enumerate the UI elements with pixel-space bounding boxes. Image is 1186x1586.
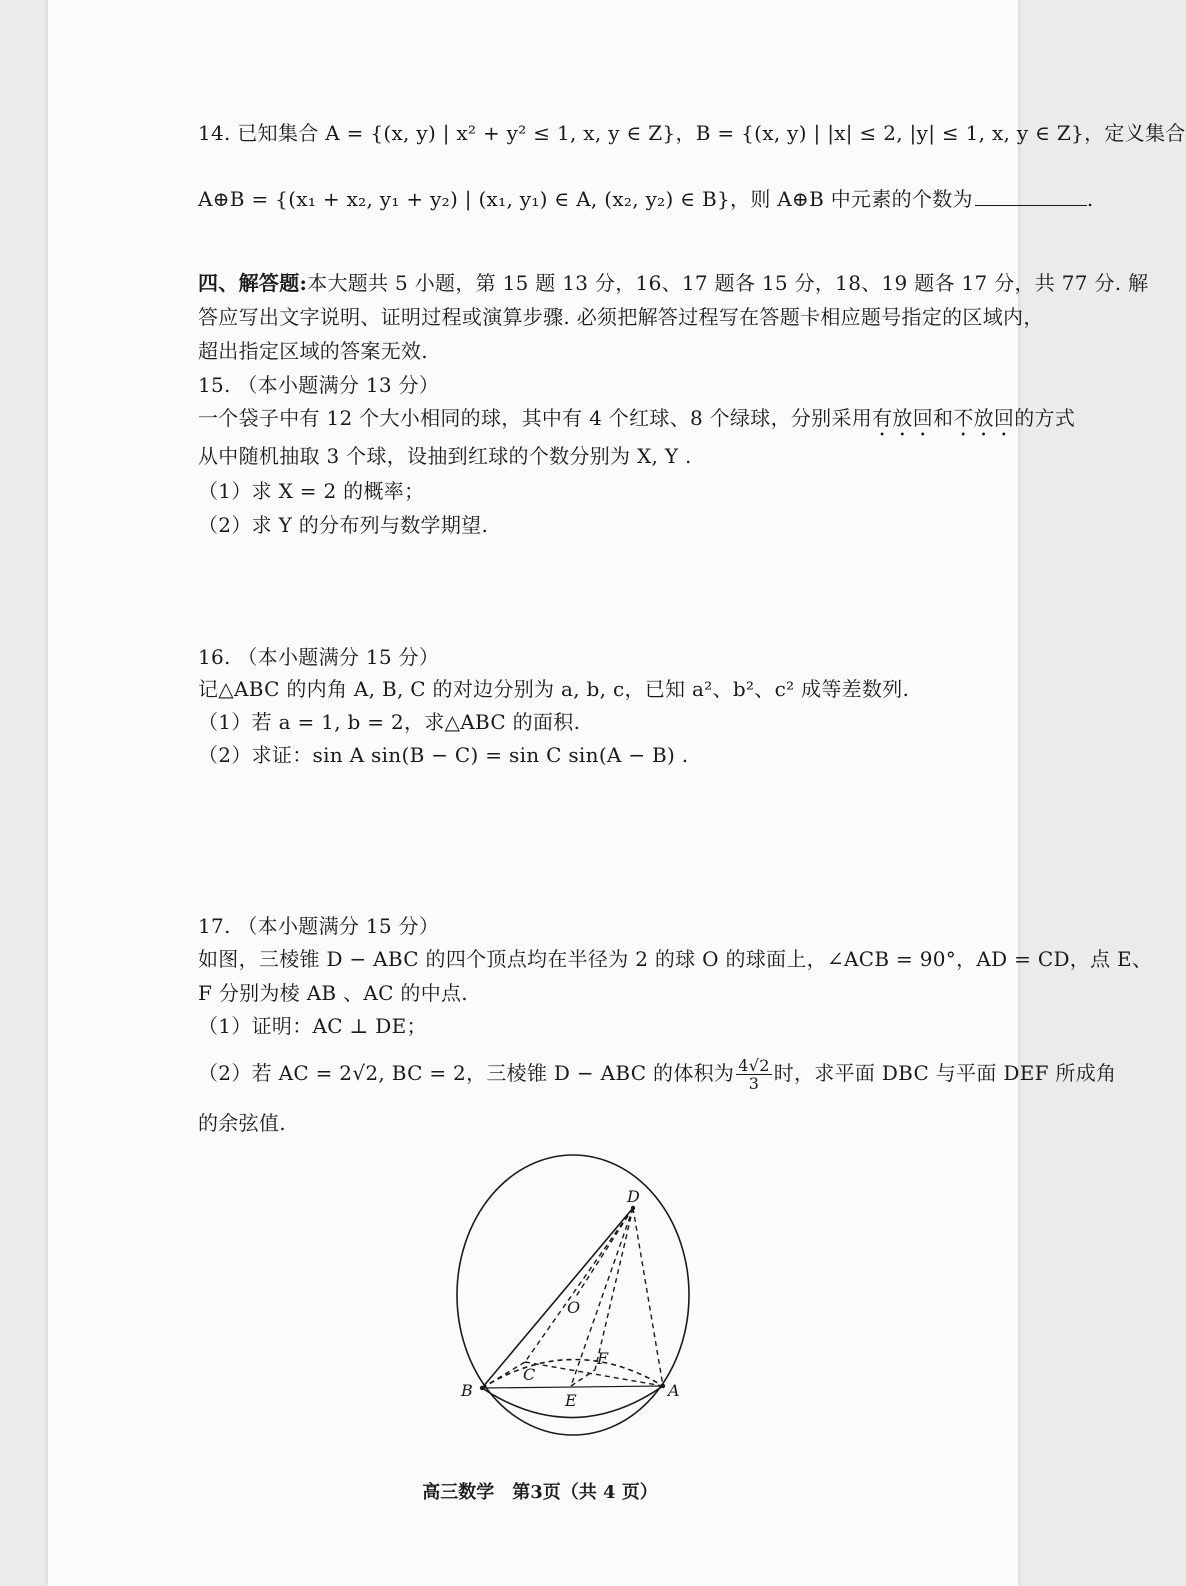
label-D: D	[627, 1187, 640, 1206]
edge-DB	[482, 1208, 633, 1388]
q14-line2	[198, 186, 1094, 212]
section4-line1	[198, 270, 1148, 296]
edge-BC	[482, 1362, 525, 1388]
q17-header: 17. （本小题满分 15 分）	[198, 914, 440, 938]
q17-part2-b: 时，求平面 DBC 与平面 DEF 所成角	[773, 1061, 1117, 1085]
label-A: A	[668, 1381, 680, 1400]
vertex-A	[661, 1384, 665, 1388]
edge-BA	[482, 1386, 663, 1388]
edge-DA	[633, 1208, 663, 1386]
q14-line1: 14. 已知集合 A = {(x, y) | x² + y² ≤ 1, x, y ∈ Z}，B = {(x, y) | |x| ≤ 2, |y| ≤ 1, x, y ∈ Z}，定义集合	[198, 121, 1186, 145]
section4-line1-rest: 本大题共 5 小题，第 15 题 13 分，16、17 题各 15 分，18、19 题各 17 分，共 77 分. 解	[307, 271, 1149, 295]
q15-header: 15. （本小题满分 13 分）	[198, 373, 440, 397]
q15-line1-a: 一个袋子中有 12 个大小相同的球，其中有 4 个红球、8 个绿球，分别采用	[198, 406, 873, 430]
vertex-B	[480, 1386, 484, 1390]
q15-part1: （1）求 X = 2 的概率；	[198, 479, 425, 503]
label-F: F	[597, 1349, 609, 1368]
q17-line1: 如图，三棱锥 D − ABC 的四个顶点均在半径为 2 的球 O 的球面上，∠ACB = 90°，AD = CD，点 E、	[198, 947, 1153, 971]
edge-DC	[525, 1208, 633, 1362]
q15-line1	[198, 405, 1075, 441]
fraction-numerator: 4√2	[738, 1056, 770, 1075]
volume-fraction	[736, 1057, 771, 1092]
page-footer: 高三数学 第3页（共 4 页）	[422, 1482, 658, 1503]
q16-header: 16. （本小题满分 15 分）	[198, 645, 440, 669]
q17-part1: （1）证明：AC ⊥ DE；	[198, 1014, 427, 1038]
q15-line2: 从中随机抽取 3 个球，设抽到红球的个数分别为 X, Y .	[198, 444, 692, 468]
label-B: B	[461, 1381, 473, 1400]
q14-line2-text: A⊕B = {(x₁ + x₂, y₁ + y₂) | (x₁, y₁) ∈ A, (x₂, y₂) ∈ B}，则 A⊕B 中元素的个数为	[198, 187, 973, 211]
label-C: C	[523, 1365, 536, 1384]
q16-part2: （2）求证：sin A sin(B − C) = sin C sin(A − B) .	[198, 743, 689, 767]
segment-DO	[575, 1208, 633, 1298]
base-circle-back	[482, 1359, 663, 1388]
q15-emphasis-1: 有放回	[872, 406, 933, 430]
q17-line2: F 分别为棱 AB 、AC 的中点.	[198, 981, 468, 1005]
q17-part2	[198, 1047, 1116, 1099]
pyramid-sphere-figure	[455, 1150, 695, 1450]
section4-line3: 超出指定区域的答案无效.	[198, 339, 428, 363]
q15-part2: （2）求 Y 的分布列与数学期望.	[198, 513, 489, 537]
section4-heading: 四、解答题:	[198, 271, 308, 295]
q17-last-line: 的余弦值.	[198, 1111, 286, 1135]
q17-part2-a: （2）若 AC = 2√2, BC = 2，三棱锥 D − ABC 的体积为	[198, 1061, 735, 1085]
label-E: E	[565, 1391, 577, 1410]
edge-DF	[595, 1208, 633, 1370]
q15-line1-b: 和	[933, 406, 954, 430]
q14-end: .	[1086, 187, 1094, 211]
answer-blank	[975, 187, 1087, 206]
fraction-denominator: 3	[748, 1074, 760, 1093]
q16-part1: （1）若 a = 1, b = 2，求△ABC 的面积.	[198, 710, 581, 734]
q15-line1-c: 的方式	[1014, 406, 1076, 430]
q16-line1: 记△ABC 的内角 A, B, C 的对边分别为 a, b, c，已知 a²、b²、c² 成等差数列.	[198, 677, 910, 701]
label-O: O	[567, 1298, 581, 1317]
edge-CA	[525, 1362, 663, 1386]
q15-emphasis-2: 不放回	[953, 406, 1015, 430]
vertex-D	[631, 1206, 635, 1210]
section4-line2: 答应写出文字说明、证明过程或演算步骤. 必须把解答过程写在答题卡相应题号指定的区域内，	[198, 305, 1044, 329]
